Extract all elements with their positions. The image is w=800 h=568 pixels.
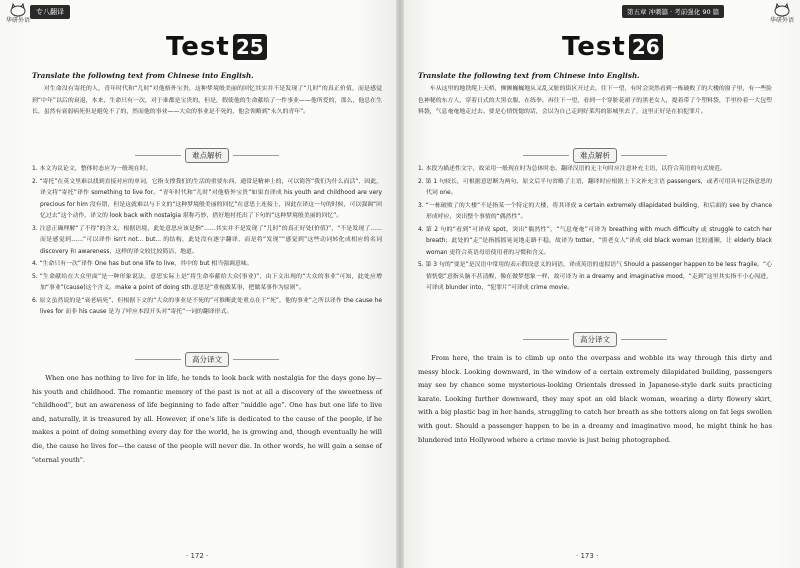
brand-name: 华研外语	[6, 17, 31, 24]
section-heading-translation	[418, 332, 772, 347]
test-title-word: Test	[562, 32, 626, 62]
list-item: 5. “生命献给在大众里面”是一种形象说法，意思实际上是“将生命奉献给大众(事业)”，由下文出现的“大众的事业”可知，此处应增加“事业”(cause)这个含义。make a point of doing sth.意思是“重视做某事，把做某事作为原则”。	[32, 273, 382, 291]
page-number: · 173 ·	[576, 552, 599, 560]
source-text: 车从这里的地铁爬上天桥，颤颤巍巍地从又乱又脏的街区开过去，往下一望，有时会突然看到一栋破败了的大楼的窗子里，有一些脸色神秘的东方人，穿着日式的大黑衣服，在练拳。再往下一望，看到一个穿脏花裙子的黑老女人，提着带了个塑料袋，手里拎着一大包塑料袋，气息奄奄地走过去。要是心情恍惚的话，会以为自己走到好莱坞的影城里去了，这里正好是在拍犯罪片。	[418, 86, 772, 115]
section-heading-points	[32, 148, 382, 163]
cat-logo-icon	[771, 3, 793, 17]
brand-logo	[6, 3, 30, 24]
chapter-label: 第五章 冲刺篇 · 考前强化 90 篇	[622, 5, 724, 18]
right-page	[404, 0, 800, 568]
translation-text: When one has nothing to live for in life, he tends to look back with nostalgia for the days gone by—his youth and childhood. The romantic memory of the past is not at all a discovery of the sweetness of "childhood", but an awareness of life beginning to fade after "middle age". One has but one life to live and, naturally, it is treasured by all. However, if one's life is dedicated to the cause of the people, if he makes a point of doing something every day for the world, he is growing and, though eventually he will die, the cause he lives for—the cause of the people will never die. In other words, he will gain a sense of "eternal youth".	[32, 374, 382, 464]
list-item: 5. 第 3 句的“要是”是汉语中常用的表示假设意义的词语，译成英语的虚拟语气 Should a passenger happen to be less fragile。“心情恍惚”意指头脑不甚清醒，像在做梦想象一样，故可译为 in a dreamy and imaginative mood，“走到”这里其实指不小心闯进，可译成 blunder into，“犯罪片”可译成 crime movie。	[418, 262, 772, 291]
left-page	[0, 0, 396, 568]
test-title	[562, 34, 663, 60]
list-item: 6. 原文虽然说的是“衰老病死”，但根据下文的“大众的事业是不死的”可推断此处重点在于“死”，他的事业“之所以译作 the cause he lives for 而非 his cause 是为了呼应本段开头对“寄托”一词的翻译形式。	[32, 297, 382, 315]
section-tag: 专八翻译	[30, 5, 70, 19]
brand-name: 华研外语	[770, 17, 795, 24]
points-list	[418, 164, 772, 296]
list-item: 2. 第 1 句较长，可根据意思断为两句，原文后半句省略了主语，翻译时应根据上下文补充主语 passengers，或者可用具有泛指意思的代词 one。	[418, 178, 772, 196]
translation-text: From here, the train is to climb up onto the overpass and wobble its way through this dirty and messy block. Looking downward, in the window of a certain extremely dilapidated building, passengers may see by chance some mysterious-looking Orientals dressed in Japanese-style dark suits practicing karate. Looking further downward, they may spot an old black woman, wearing a dirty flowery skirt, with a big plastic bag in her hands, struggling to catch her breath as she totters along on fat legs swollen with gout. Should a passenger happen to be in a dreamy and imaginative mood, he might think he has blundered into Hollywood where a crime movie is just being photographed.	[418, 354, 772, 444]
test-title	[166, 34, 267, 60]
list-item: 4. 第 2 句的“看到”可译成 spot，突出“偶然性”，“气息奄奄”可译为 breathing with much difficulty 或 struggle to catch her breath；此处的“走”是指摇摇晃晃地走路不稳，故译为 totter，“黑老女人”译成 old black woman 比较通顺，让 elderly black woman 更符合英语母语使用者的习惯和含义。	[418, 226, 772, 256]
points-list	[32, 164, 382, 320]
section-heading-translation	[32, 352, 382, 367]
brand-logo	[770, 3, 794, 24]
test-title-word: Test	[166, 32, 230, 62]
section-label: 难点解析	[185, 148, 229, 163]
section-label: 高分译文	[185, 352, 229, 367]
list-item: 3. “一栋破败了的大楼”不是指某一个特定的大楼，将其译成 a certain extremely dilapidated building，和后面的 see by chance 形成呼应，突出整个事情的“偶然性”。	[418, 202, 772, 220]
list-item: 1. 本文为议论文，整体时态应为一般现在时。	[32, 166, 152, 172]
cat-logo-icon	[7, 3, 29, 17]
source-text: 对生命没有寄托的人，青年时代和“儿时”对他格外宝贵，这种梦境般美丽的回忆其实并不是发现了“儿时”的真正价值，而是感觉到“中年”以后的衰退，本来，生命只有一次，对于谁都是宝贵的，但是，假使他的生命献给了一件事业——他所爱的，那么，他总在生长，虽然有衰弱病死但是避免不了的，然而他的事业——大众的事业是不死的，他会领略到“永久的青年”。	[32, 86, 382, 115]
list-item: 3. 注意正确理解“了不得”的含义，根据语境，此处意思应该是指“……其实并不是发现了“儿时”的真正好处(价值)”，“不是发现了……而是感觉到……”可以译作 isn't not... but... 的结构，此处没有逐字翻译，而是将“发现”“感觉到”这些动词转化成相应的名词 discovery 和 awareness，这样的译文较比较简洁、地道。	[32, 225, 382, 255]
chapter-header	[622, 5, 724, 18]
instruction: Translate the following text from Chinese into English.	[32, 71, 254, 80]
list-item: 4. “生命只有一次”译作 One has but one life to live，其中的 but 相当强调意味。	[32, 261, 253, 267]
list-item: 2. “寄托”在英文里难以找到直接对应的单词，它指支撑我们的生活的重要东西，通常是精神上的，可以简答“我们为什么而活”，因此，译文将“寄托”译作 something to live for。“青年时代和“儿时”对他格外宝贵”如果直译成 his youth and childhood are very precious for him 没有错，但是这就难以与下文的“这种梦境般美丽的回忆”在意思上连接上，因此在译这一句的时候，可以强调“回忆过去”这个动作，译文的 look back with nostalgia 堪称巧妙，借好地衬托出了下句的“这种梦境般美丽的回忆”。	[32, 178, 382, 219]
instruction: Translate the following text from Chinese into English.	[418, 71, 640, 80]
section-label: 高分译文	[573, 332, 617, 347]
section-heading-points	[418, 148, 772, 163]
test-number-badge: 25	[233, 34, 267, 60]
test-number-badge: 26	[629, 34, 663, 60]
page-number: · 172 ·	[186, 552, 209, 560]
section-label: 难点解析	[573, 148, 617, 163]
list-item: 1. 本段为描述性文字，故采用一般现在时为总体时态，翻译汉语的无主句时应注意补充主语，以符合英语的句式规范。	[418, 166, 726, 172]
book-gutter	[396, 0, 404, 568]
